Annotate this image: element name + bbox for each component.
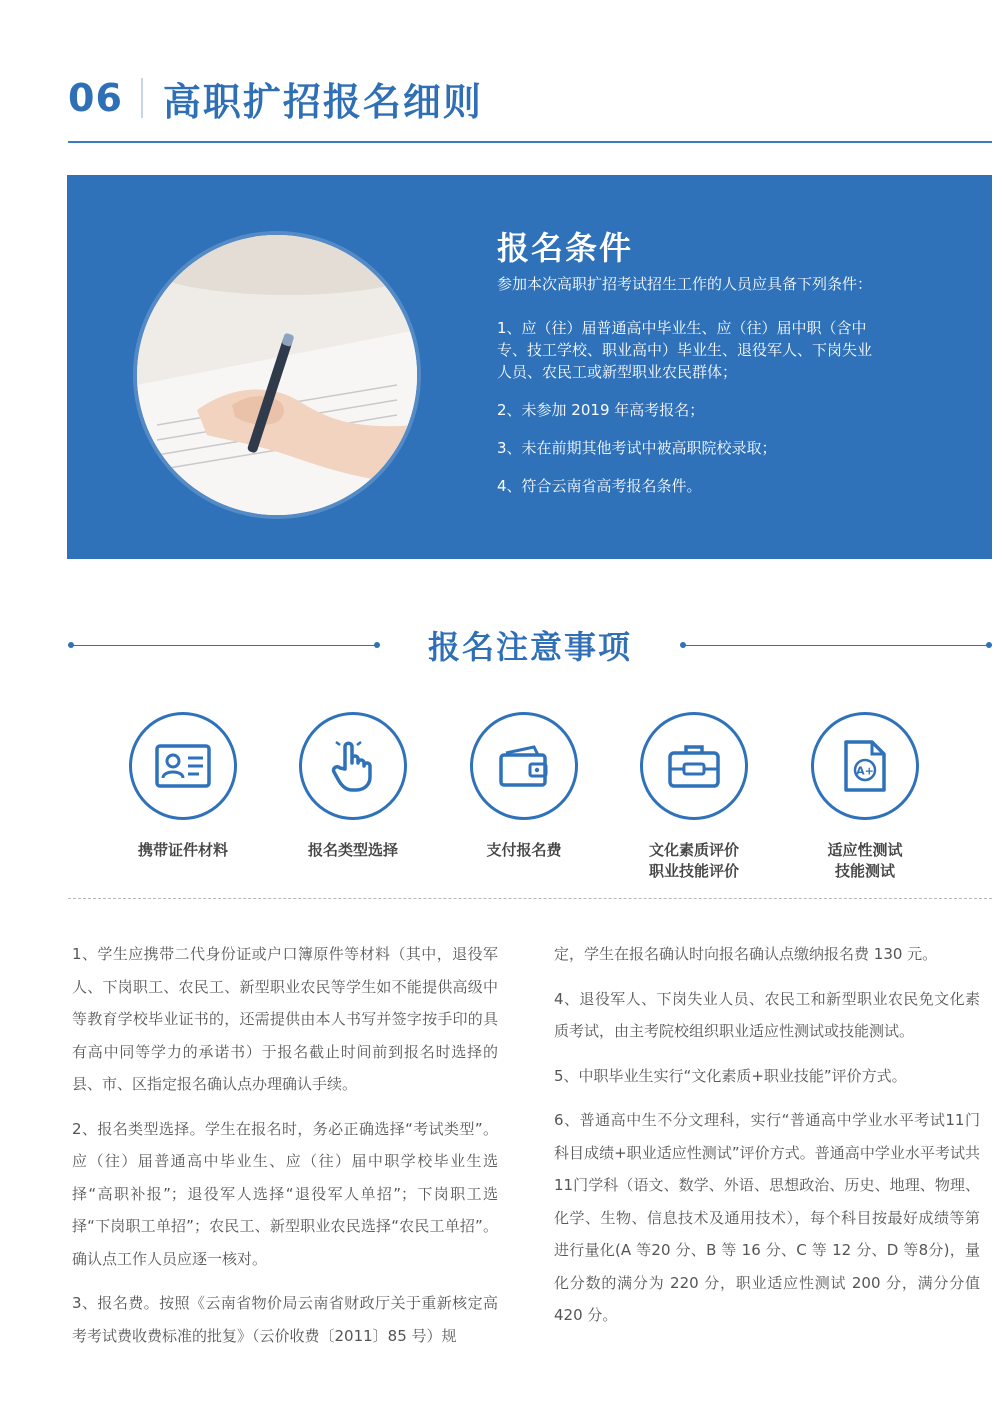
- section-title: 高职扩招报名细则: [162, 79, 483, 124]
- note-paragraph: 6、普通高中生不分文理科，实行“普通高中学业水平考试11门科目成绩+职业适应性测试”评价方式。普通高中学业水平考试共11门学科（语文、数学、外语、思想政治、历史、地理、物理、化学、生物、信息技术及通用技术），每个科目按最好成绩等第进行量化(A 等20 分、B 等 16 分、C 等 12 分、D 等8分)，量化分数的满分为 220 分，职业适应性测试 200 分，满分分值420 分。: [554, 1111, 980, 1324]
- note-label: 携带证件材料: [137, 841, 228, 859]
- condition-item: 3、未在前期其他考试中被高职院校录取；: [497, 439, 777, 457]
- notes-icon-row: [128, 712, 928, 882]
- student-writing-photo: [137, 235, 417, 515]
- svg-text:A+: A+: [856, 764, 874, 778]
- dashed-divider: [68, 898, 992, 899]
- conditions-panel: [67, 175, 992, 559]
- condition-item: 4、符合云南省高考报名条件。: [497, 477, 702, 495]
- section-header: [68, 70, 483, 126]
- notes-right-column: [554, 938, 980, 1344]
- note-label: 适应性测试 技能测试: [827, 841, 903, 880]
- pointing-hand-icon: [299, 712, 407, 820]
- note-item-type-selection: [268, 712, 438, 861]
- note-label: 支付报名费: [486, 841, 562, 859]
- wallet-icon: [470, 712, 578, 820]
- note-label: 报名类型选择: [307, 841, 398, 859]
- note-label: 文化素质评价 职业技能评价: [648, 841, 739, 880]
- toolbox-icon: [640, 712, 748, 820]
- header-divider: [141, 78, 143, 118]
- notes-title: 报名注意事项: [427, 628, 632, 666]
- note-paragraph: 1、学生应携带二代身份证或户口簿原件等材料（其中，退役军人、下岗职工、农民工、新型职业农民等学生如不能提供高级中等教育学校毕业证书的，还需提供由本人书写并签字按手印的具有高中同等学力的承诺书）于报名截止时间前到报名时选择的县、市、区指定报名确认点办理确认手续。: [72, 945, 498, 1093]
- conditions-list: [497, 317, 877, 513]
- note-paragraph: 2、报名类型选择。学生在报名时，务必正确选择“考试类型”。应（往）届普通高中毕业生、应（往）届中职学校毕业生选择“高职补报”；退役军人选择“退役军人单招”；下岗职工选择“下岗职工单招”；农民工、新型职业农民选择“农民工单招”。确认点工作人员应逐一核对。: [72, 1119, 498, 1268]
- notes-heading: [68, 620, 992, 670]
- grade-document-icon: [811, 712, 919, 820]
- note-item-evaluation: [609, 712, 779, 882]
- condition-item: 2、未参加 2019 年高考报名；: [497, 401, 705, 419]
- note-item-aptitude-test: [780, 712, 950, 882]
- notes-left-column: [72, 938, 498, 1364]
- conditions-intro: 参加本次高职扩招考试招生工作的人员应具备下列条件：: [497, 275, 873, 293]
- note-item-payment: [439, 712, 609, 861]
- note-paragraph: 4、退役军人、下岗失业人员、农民工和新型职业农民免文化素质考试，由主考院校组织职业适应性测试或技能测试。: [554, 989, 980, 1040]
- note-paragraph: 3、报名费。按照《云南省物价局云南省财政厅关于重新核定高考考试费收费标准的批复》（云价收费〔2011〕85 号）规: [72, 1294, 498, 1345]
- header-rule: [68, 141, 992, 143]
- note-paragraph: 5、中职毕业生实行“文化素质+职业技能”评价方式。: [554, 1066, 907, 1085]
- conditions-title: 报名条件: [497, 229, 634, 267]
- note-paragraph: 定，学生在报名确认时向报名确认点缴纳报名费 130 元。: [554, 945, 938, 963]
- id-card-icon: [129, 712, 237, 820]
- condition-item: 1、应（往）届普通高中毕业生、应（往）届中职（含中专、技工学校、职业高中）毕业生、退役军人、下岗失业人员、农民工或新型职业农民群体；: [497, 319, 873, 381]
- note-item-documents: [98, 712, 268, 861]
- section-number: 06: [68, 76, 123, 120]
